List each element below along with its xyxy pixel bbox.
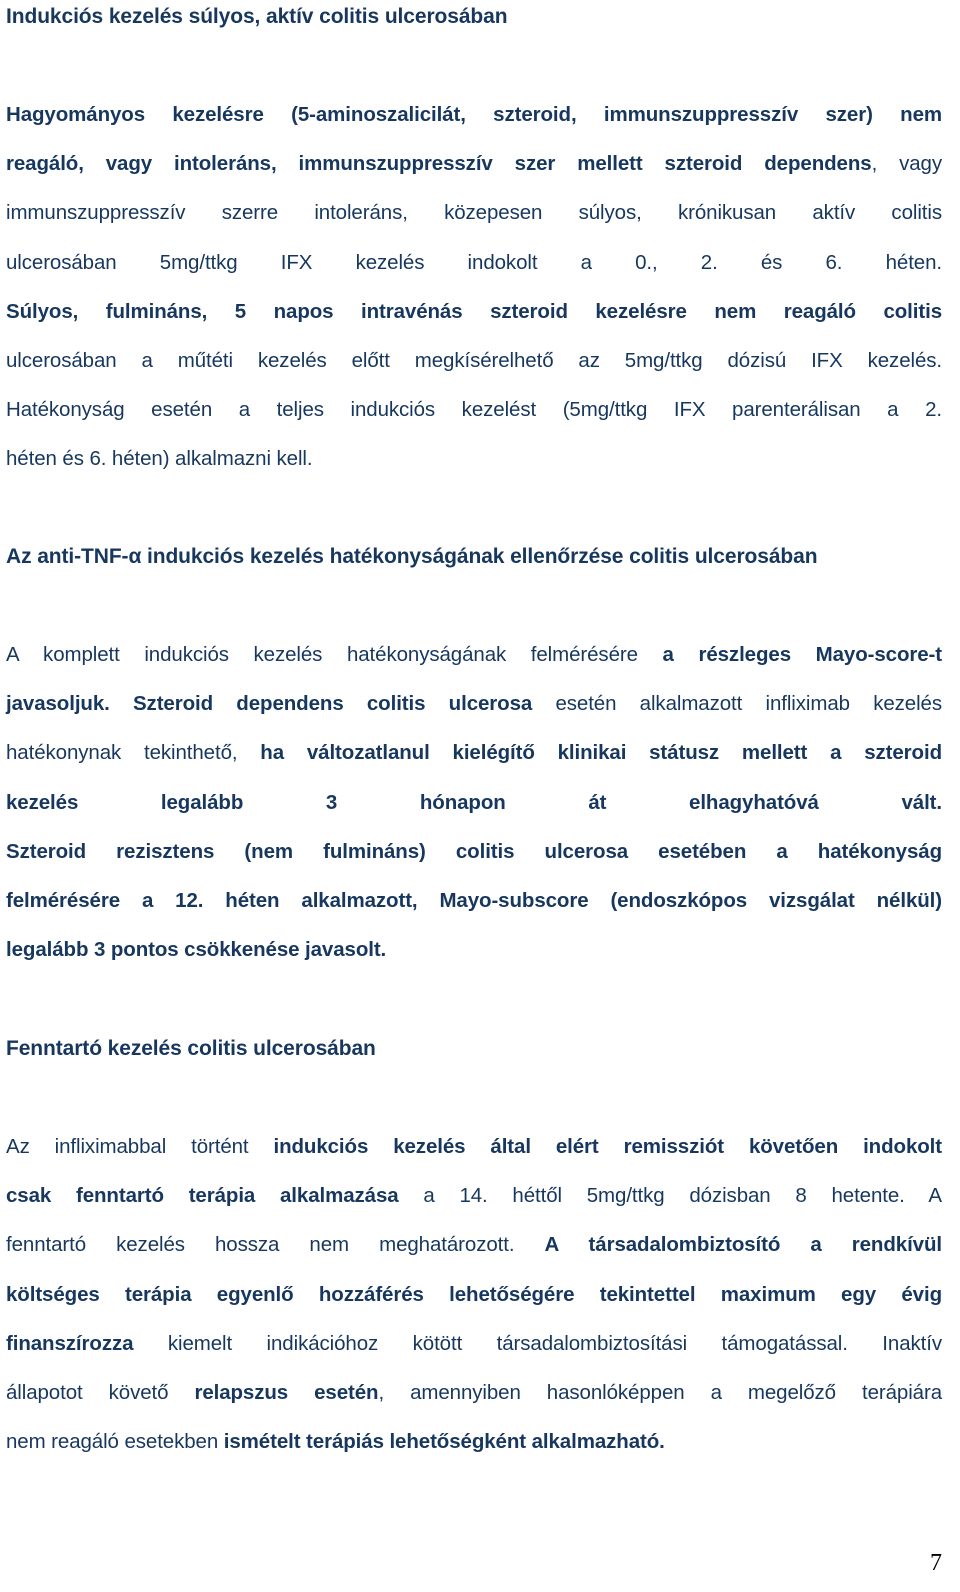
text-line — [6, 630, 942, 679]
text-run: esetén alkalmazott infliximab kezelés — [532, 692, 943, 716]
text-line — [6, 925, 942, 974]
bold-text-run: kezelés legalább 3 hónapon át elhagyhatóvá vált. — [6, 790, 942, 814]
text-line — [6, 1171, 942, 1220]
bold-text-run: ismételt terápiás lehetőségként alkalmazható. — [223, 1430, 665, 1454]
text-line — [6, 728, 942, 777]
bold-text-run: legalább 3 pontos csökkenése javasolt. — [6, 938, 387, 962]
paragraph-efficacy — [6, 630, 942, 974]
section-title-maintenance: Fenntartó kezelés colitis ulcerosában — [6, 1037, 376, 1060]
bold-text-run: Súlyos, fulmináns, 5 napos intravénás szteroid kezelésre nem reagáló colitis — [6, 299, 942, 323]
text-run: hatékonynak tekinthető, — [6, 741, 261, 765]
bold-text-run: finanszírozza — [6, 1331, 134, 1355]
text-line — [6, 827, 942, 876]
text-run: Hatékonyság esetén a teljes indukciós kezelést (5mg/ttkg IFX parenterálisan a 2. — [6, 398, 942, 422]
text-run: A komplett indukciós kezelés hatékonyságának felmérésére — [6, 643, 663, 666]
page-number: 7 — [930, 1550, 942, 1576]
text-line — [6, 139, 942, 188]
bold-text-run: költséges terápia egyenlő hozzáférés lehetőségére tekintettel maximum egy évig — [6, 1282, 942, 1306]
section-title-induction: Indukciós kezelés súlyos, aktív colitis ulcerosában — [6, 5, 508, 28]
bold-text-run: a részleges Mayo-score-t — [662, 643, 942, 666]
text-line — [6, 876, 942, 925]
text-line — [6, 188, 942, 237]
text-run: fenntartó kezelés hossza nem meghatározott. — [6, 1233, 545, 1257]
bold-text-run: Hagyományos kezelésre (5-aminoszalicilát, szteroid, immunszuppresszív szer) nem — [6, 103, 942, 126]
text-line — [6, 1122, 942, 1171]
text-line — [6, 778, 942, 827]
text-run: ulcerosában 5mg/ttkg IFX kezelés indokolt a 0., 2. és 6. héten. — [6, 250, 942, 274]
text-run: nem reagáló esetekben — [6, 1430, 224, 1454]
text-run: a 14. héttől 5mg/ttkg dózisban 8 hetente. A — [398, 1184, 942, 1208]
text-run: állapotot követő — [6, 1380, 195, 1404]
text-line — [6, 1270, 942, 1319]
text-run: héten és 6. héten) alkalmazni kell. — [6, 447, 313, 471]
paragraph-maintenance — [6, 1122, 942, 1466]
text-run: ulcerosában a műtéti kezelés előtt megkísérelhető az 5mg/ttkg dózisú IFX kezelés. — [6, 348, 942, 372]
bold-text-run: indukciós kezelés által elért remissziót követően indokolt — [273, 1135, 942, 1158]
paragraph-induction — [6, 90, 942, 484]
bold-text-run: reagáló, vagy intoleráns, immunszuppresszív szer mellett szteroid dependens — [6, 152, 872, 176]
section-title-efficacy: Az anti-TNF-α indukciós kezelés hatékonyságának ellenőrzése colitis ulcerosában — [6, 545, 818, 568]
text-line — [6, 434, 942, 483]
bold-text-run: csak fenntartó terápia alkalmazása — [6, 1184, 399, 1208]
text-line — [6, 1319, 942, 1368]
bold-text-run: relapszus esetén — [194, 1380, 379, 1404]
text-line — [6, 287, 942, 336]
bold-text-run: ha változatlanul kielégítő klinikai státusz mellett a szteroid — [260, 741, 943, 765]
text-line — [6, 679, 942, 728]
text-line — [6, 1417, 942, 1466]
text-run: kiemelt indikációhoz kötött társadalombiztosítási támogatással. Inaktív — [133, 1331, 942, 1355]
text-line — [6, 385, 942, 434]
text-line — [6, 336, 942, 385]
text-line — [6, 1220, 942, 1269]
text-line — [6, 238, 942, 287]
bold-text-run: felmérésére a 12. héten alkalmazott, Mayo-subscore (endoszkópos vizsgálat nélkül) — [6, 888, 942, 912]
text-run: , amennyiben hasonlóképpen a megelőző terápiára — [378, 1380, 942, 1404]
text-line — [6, 90, 942, 139]
bold-text-run: Szteroid rezisztens (nem fulmináns) colitis ulcerosa esetében a hatékonyság — [6, 839, 942, 863]
bold-text-run: A társadalombiztosító a rendkívül — [544, 1233, 942, 1257]
text-run: , vagy — [871, 152, 943, 176]
text-line — [6, 1368, 942, 1417]
text-run: Az infliximabbal történt — [6, 1135, 274, 1158]
text-run: immunszuppresszív szerre intoleráns, közepesen súlyos, krónikusan aktív colitis — [6, 201, 942, 225]
bold-text-run: javasoljuk. Szteroid dependens colitis ulcerosa — [6, 692, 533, 716]
